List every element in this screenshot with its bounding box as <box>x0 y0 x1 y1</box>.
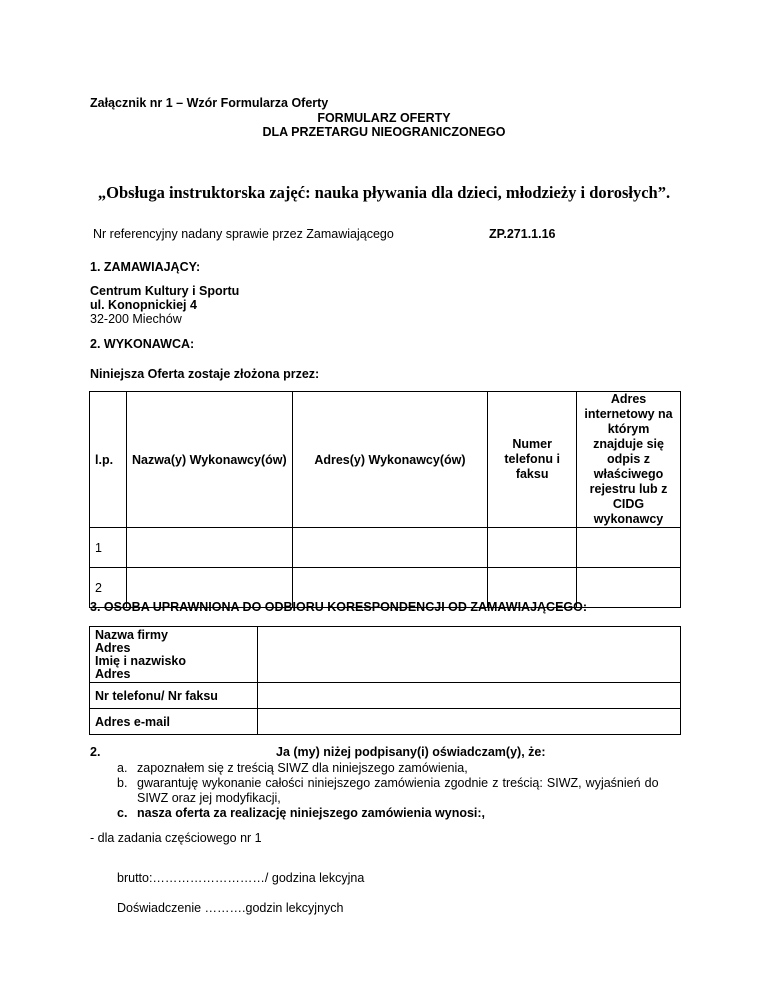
row-web-cell[interactable] <box>577 568 681 608</box>
form-title <box>0 111 768 139</box>
address-label-2: Adres <box>95 666 131 681</box>
company-label: Nazwa firmy <box>95 627 168 642</box>
item-text-continued: SIWZ oraz jej modyfikacji, <box>137 791 281 805</box>
authority-city: 32-200 Miechów <box>90 312 182 326</box>
experience-line: Doświadczenie ……….godzin lekcyjnych <box>117 901 344 915</box>
item-marker: a. <box>117 761 128 775</box>
header-contractor-name: Nazwa(y) Wykonawcy(ów) <box>126 392 292 528</box>
contractor-table-header <box>90 392 681 528</box>
company-address-person-labels <box>90 627 258 683</box>
offer-intro: Niniejsza Oferta zostaje złożona przez: <box>90 367 320 381</box>
header-registry-web: Adres internetowy na którym znajduje się odpis z właściwego rejestru lub z CIDG wykonawcy <box>577 392 681 528</box>
section1-heading: 1. ZAMAWIAJĄCY: <box>90 260 201 274</box>
row-number: 2 <box>90 568 127 608</box>
declaration-number: 2. <box>90 745 101 759</box>
table-row <box>90 528 681 568</box>
row-web-cell[interactable] <box>577 528 681 568</box>
reference-number: ZP.271.1.16 <box>489 227 556 241</box>
row-contractor-address-cell[interactable] <box>292 528 488 568</box>
subject-title: „Obsługa instruktorska zajęć: nauka pływania dla dzieci, młodzieży i dorosłych”. <box>97 183 671 202</box>
contractor-table <box>89 391 681 608</box>
contracting-authority <box>90 284 239 326</box>
phone-fax-label: Nr telefonu/ Nr faksu <box>90 683 258 709</box>
header-phone-fax: Numer telefonu i faksu <box>488 392 577 528</box>
authority-name: Centrum Kultury i Sportu <box>90 284 240 298</box>
email-cell[interactable] <box>257 709 680 735</box>
form-title-line1: FORMULARZ OFERTY <box>317 111 451 125</box>
item-text: nasza oferta za realizację niniejszego zamówienia wynosi:, <box>137 806 486 820</box>
email-label: Adres e-mail <box>90 709 258 735</box>
company-address-person-cell[interactable] <box>257 627 680 683</box>
item-text: gwarantuję wykonanie całości niniejszego zamówienia zgodnie z treścią: SIWZ, wyjaśnień do <box>137 776 659 790</box>
section2-heading: 2. WYKONAWCA: <box>90 337 195 351</box>
gross-price-line: brutto:………………………/ godzina lekcyjna <box>117 871 365 885</box>
row-number: 1 <box>90 528 127 568</box>
section3-heading: 3. OSOBA UPRAWNIONA DO ODBIORU KORESPONDENCJI OD ZAMAWIAJĄCEGO: <box>90 600 588 614</box>
reference-label: Nr referencyjny nadany sprawie przez Zamawiającego <box>93 227 394 241</box>
authority-street: ul. Konopnickiej 4 <box>90 298 197 312</box>
person-label: Imię i nazwisko <box>95 653 187 668</box>
header-lp: l.p. <box>90 392 127 528</box>
table-row <box>90 683 681 709</box>
correspondence-table <box>89 626 681 735</box>
table-row <box>90 627 681 683</box>
row-contractor-name-cell[interactable] <box>126 528 292 568</box>
phone-fax-cell[interactable] <box>257 683 680 709</box>
header-contractor-address: Adres(y) Wykonawcy(ów) <box>292 392 488 528</box>
item-marker: b. <box>117 776 128 790</box>
form-title-line2: DLA PRZETARGU NIEOGRANICZONEGO <box>262 125 506 139</box>
item-marker: c. <box>117 806 128 820</box>
declaration-heading: Ja (my) niżej podpisany(i) oświadczam(y), że: <box>276 745 546 759</box>
address-label: Adres <box>95 640 131 655</box>
partial-task-label: - dla zadania częściowego nr 1 <box>90 831 262 845</box>
item-text: zapoznałem się z treścią SIWZ dla niniejszego zamówienia, <box>137 761 468 775</box>
row-phone-cell[interactable] <box>488 528 577 568</box>
attachment-title: Załącznik nr 1 – Wzór Formularza Oferty <box>90 96 329 110</box>
table-row <box>90 709 681 735</box>
